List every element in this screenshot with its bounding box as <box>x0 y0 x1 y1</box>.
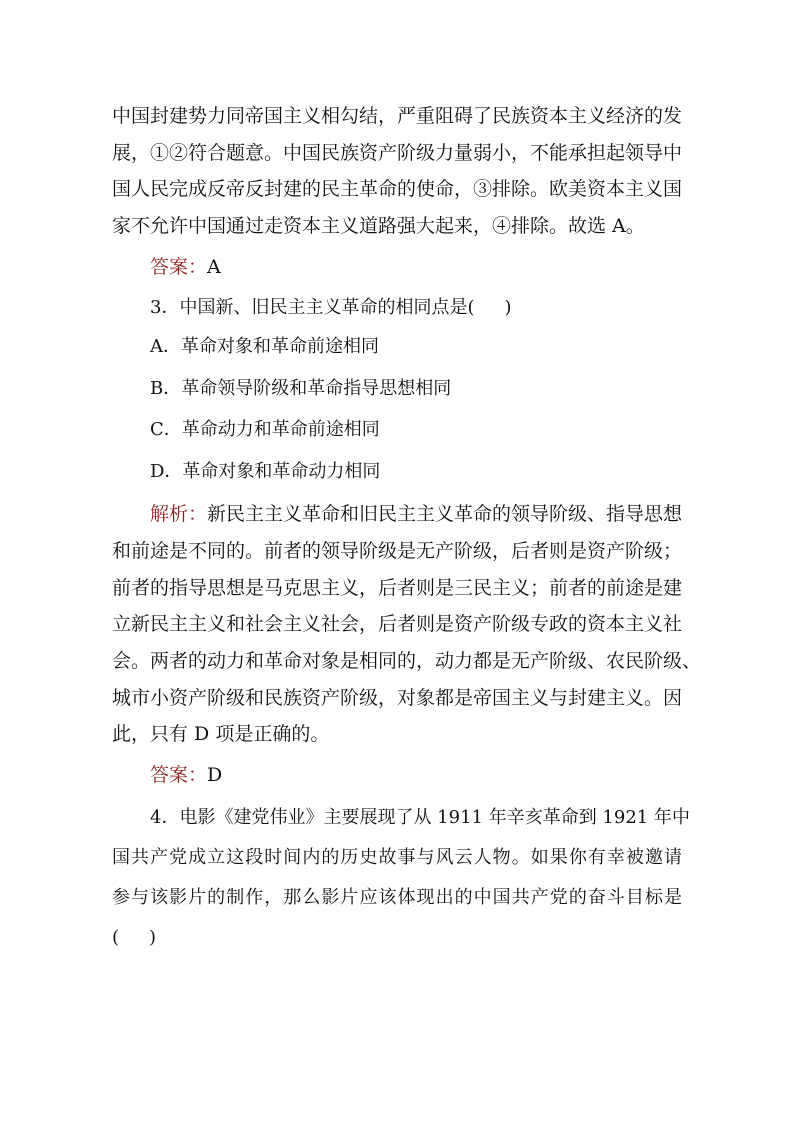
text-line: 城市小资产阶级和民族资产阶级，对象都是帝国主义与封建主义。因 <box>112 686 683 709</box>
answer-label: 答案： <box>150 255 208 278</box>
text-line: 前者的指导思想是马克思主义，后者则是三民主义；前者的前途是建 <box>112 576 683 599</box>
text-line: 参与该影片的制作，那么影片应该体现出的中国共产党的奋斗目标是 <box>112 886 682 908</box>
question-3-options <box>112 326 682 492</box>
option-d: D．革命对象和革命动力相同 <box>150 460 381 482</box>
answer-value: A <box>207 255 221 278</box>
text-line: 国共产党成立这段时间内的历史故事与风云人物。如果你有幸被邀请 <box>112 846 682 868</box>
answer-label: 答案： <box>150 764 208 787</box>
analysis-paragraph-q3 <box>112 496 702 753</box>
text-line: 家不允许中国通过走资本主义道路强大起来，④排除。故选 A。 <box>112 215 645 238</box>
answer-blank-line <box>112 918 682 958</box>
analysis-label: 解析： <box>150 503 208 526</box>
text-line: 4．电影《建党伟业》主要展现了从 1911 年辛亥革命到 1921 年中 <box>150 806 690 828</box>
option-c: C．革命动力和革命前途相同 <box>150 419 380 441</box>
question-stem-text: 3．中国新、旧民主主义革命的相同点是( <box>150 296 475 318</box>
explanation-paragraph-q2 <box>112 98 682 245</box>
analysis-first-text: 新民主主义革命和旧民主主义革命的领导阶级、指导思想 <box>207 503 683 526</box>
text-line: 展，①②符合题意。中国民族资产阶级力量弱小，不能承担起领导中 <box>112 141 683 164</box>
answer-q3 <box>112 757 682 794</box>
option-a: A．革命对象和革命前途相同 <box>150 336 379 358</box>
question-4-stem <box>112 798 690 958</box>
question-3-stem <box>112 290 682 327</box>
question-stem-close: ) <box>504 296 512 318</box>
text-line: 会。两者的动力和革命对象是相同的，动力都是无产阶级、农民阶级、 <box>112 650 702 673</box>
blank-open: ( <box>112 926 120 948</box>
text-line: 国人民完成反帝反封建的民主革命的使命，③排除。欧美资本主义国 <box>112 178 683 201</box>
text-line: 此，只有 D 项是正确的。 <box>112 723 330 746</box>
answer-q2 <box>112 249 682 286</box>
blank-close: ) <box>149 926 157 948</box>
text-line: 立新民主主义和社会主义社会，后者则是资产阶级专政的资本主义社 <box>112 613 683 636</box>
analysis-first-line <box>112 496 682 533</box>
text-line: 和前途是不同的。前者的领导阶级是无产阶级，后者则是资产阶级； <box>112 539 683 562</box>
text-line: 中国封建势力同帝国主义相勾结，严重阻碍了民族资本主义经济的发 <box>112 105 683 127</box>
option-b: B．革命领导阶级和革命指导思想相同 <box>150 377 452 399</box>
answer-value: D <box>207 764 223 787</box>
